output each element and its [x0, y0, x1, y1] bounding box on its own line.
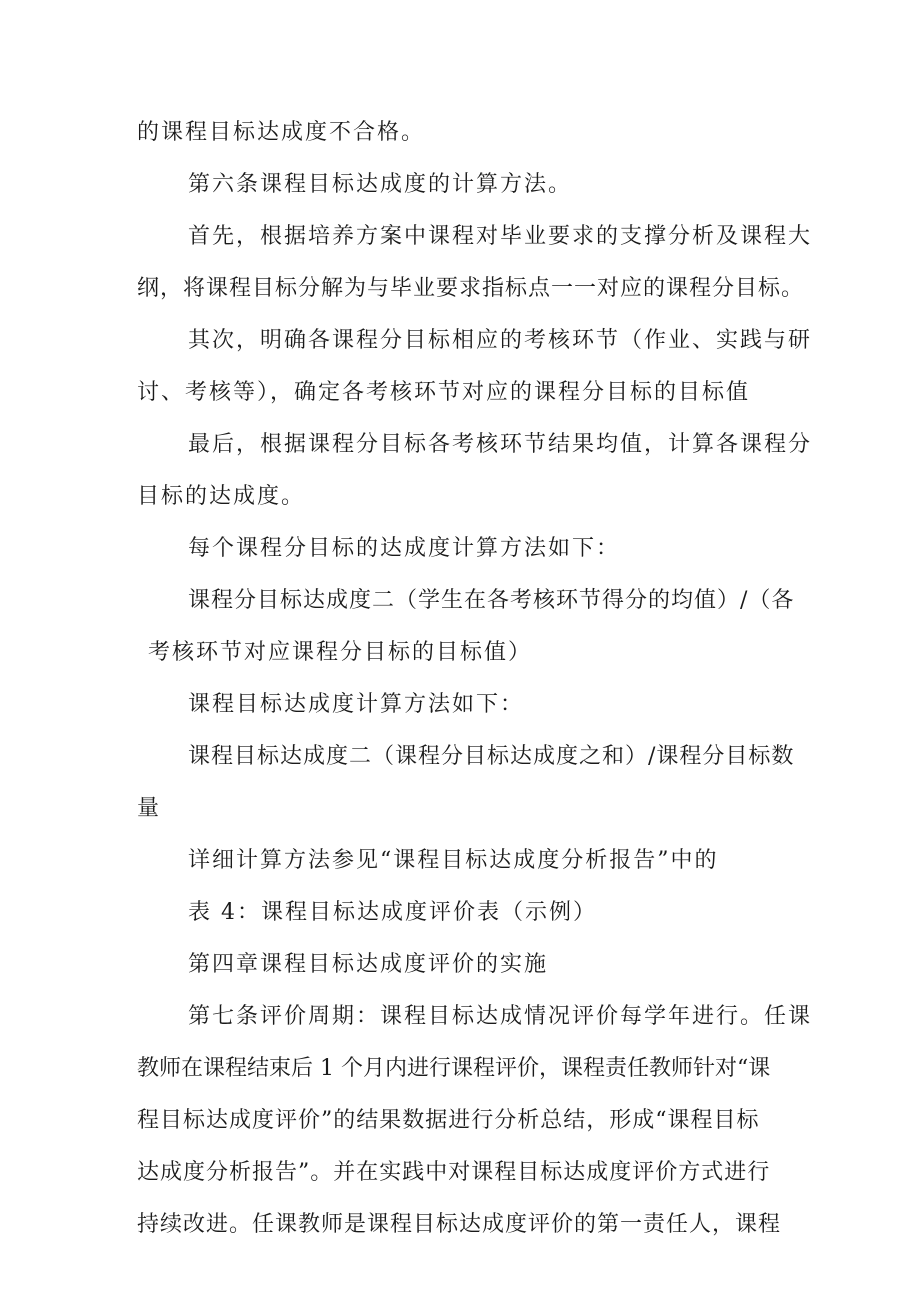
table-reference: 表 4：课程目标达成度评价表（示例）: [188, 900, 597, 925]
text-line: 纲，将课程目标分解为与毕业要求指标点一一对应的课程分目标。: [137, 276, 805, 301]
text-line: 教师在课程结束后 1 个月内进行课程评价，课程责任教师针对“课: [137, 1056, 771, 1081]
text-line: 课程目标达成度计算方法如下：: [188, 692, 525, 717]
formula-line: 课程目标达成度二（课程分目标达成度之和）/课程分目标数: [188, 744, 795, 769]
text-line: 最后，根据课程分目标各考核环节结果均值，计算各课程分: [188, 432, 813, 457]
text-line: 其次，明确各课程分目标相应的考核环节（作业、实践与研: [188, 328, 813, 353]
text-line: 第七条评价周期：课程目标达成情况评价每学年进行。任课: [188, 1004, 813, 1029]
formula-line: 考核环节对应课程分目标的目标值）: [148, 640, 533, 665]
text-line: 达成度分析报告”。并在实践中对课程目标达成度评价方式进行: [137, 1160, 771, 1185]
text-line: 每个课程分目标的达成度计算方法如下：: [188, 536, 621, 561]
chapter-heading: 第四章课程目标达成度评价的实施: [188, 952, 549, 977]
article-heading: 第六条课程目标达成度的计算方法。: [188, 172, 573, 197]
text-line: 的课程目标达成度不合格。: [137, 120, 426, 145]
formula-line: 量: [137, 796, 162, 821]
text-line: 持续改进。任课教师是课程目标达成度评价的第一责任人，课程: [137, 1212, 782, 1237]
text-line: 程目标达成度评价”的结果数据进行分析总结，形成“课程目标: [137, 1108, 760, 1133]
formula-line: 课程分目标达成度二（学生在各考核环节得分的均值）/（各: [188, 588, 795, 613]
text-line: 首先，根据培养方案中课程对毕业要求的支撑分析及课程大: [188, 224, 813, 249]
text-line: 详细计算方法参见“课程目标达成度分析报告”中的: [188, 848, 719, 873]
text-line: 讨、考核等），确定各考核环节对应的课程分目标的目标值: [137, 380, 751, 405]
text-line: 目标的达成度。: [137, 484, 306, 509]
